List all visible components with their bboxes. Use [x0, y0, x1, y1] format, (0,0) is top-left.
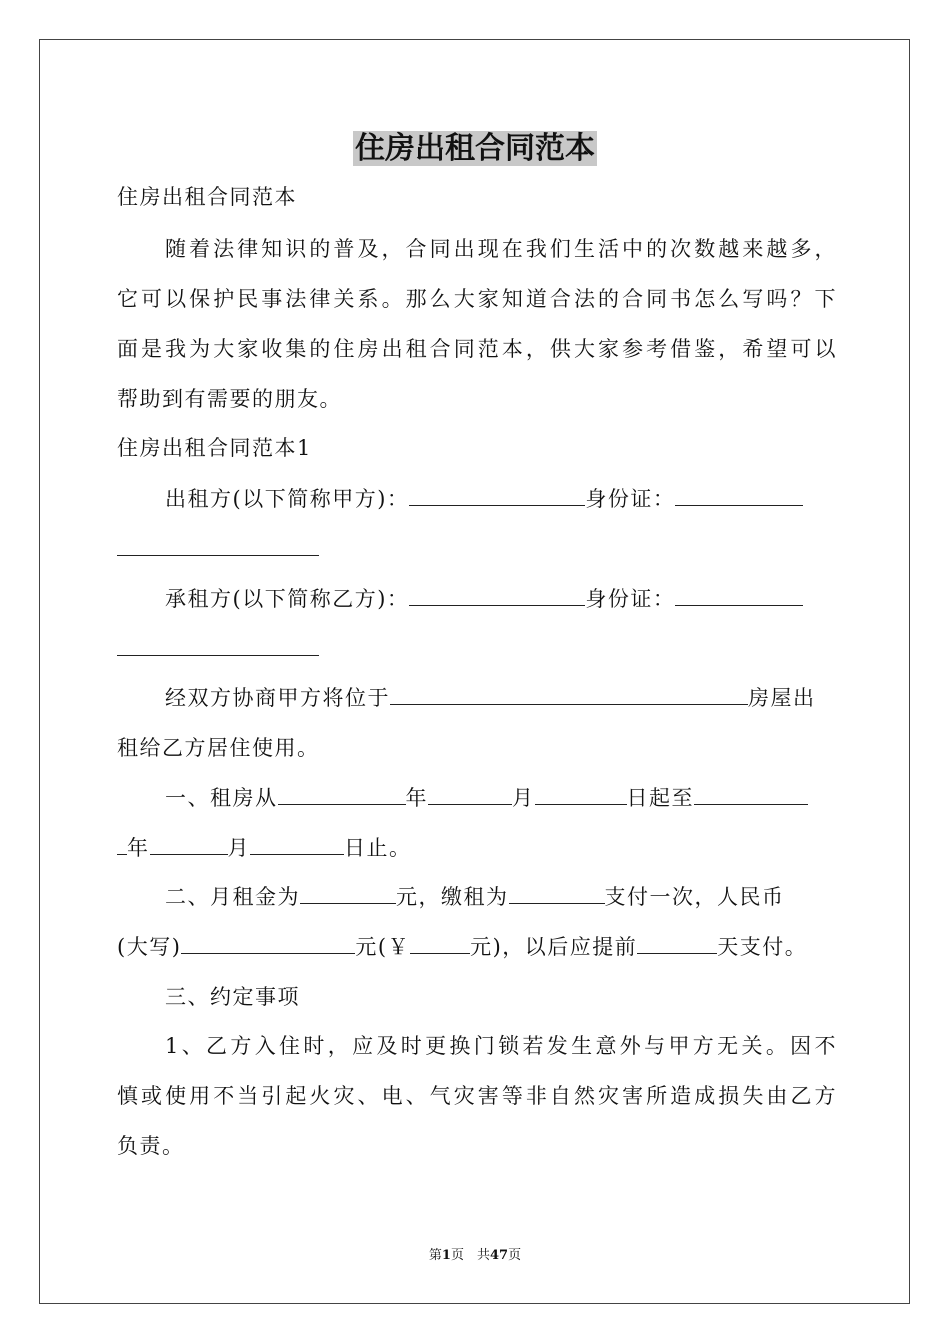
document-title: 住房出租合同范本 — [355, 131, 595, 166]
lessee-id-label: 身份证： — [585, 587, 676, 611]
intro-line-1: 随着法律知识的普及，合同出现在我们生活中的次数越来越多， — [165, 237, 837, 261]
daxie-label: (大写) — [117, 935, 182, 959]
house-location-blank[interactable] — [390, 684, 748, 705]
clause-1-line-3: 负责。 — [117, 1134, 185, 1158]
end-month-blank[interactable] — [150, 834, 228, 855]
clause-1-line-1: 1、乙方入住时，应及时更换门锁若发生意外与甲方无关。因不 — [165, 1034, 837, 1058]
advance-days-blank[interactable] — [637, 933, 717, 954]
lessee-line — [165, 584, 837, 614]
page-footer — [0, 1247, 950, 1265]
day-until-label: 日止。 — [344, 836, 412, 860]
day-from-label: 日起至 — [626, 786, 694, 810]
footer-suffix: 页 — [508, 1248, 522, 1263]
year-label-2: 年 — [127, 836, 150, 860]
pay-cycle-label: 支付一次，人民币 — [604, 885, 785, 909]
footer-page-total: 47 — [489, 1248, 509, 1263]
page-border — [39, 39, 910, 1304]
days-pay-label: 天支付。 — [717, 935, 808, 959]
end-day-blank[interactable] — [250, 834, 344, 855]
agreement-text: 经双方协商甲方将位于 — [165, 686, 390, 710]
intro-line-4: 帮助到有需要的朋友。 — [117, 387, 342, 411]
rent-amount-line-2 — [117, 932, 837, 962]
end-year-blank-2[interactable] — [117, 834, 127, 855]
lessee-name-blank[interactable] — [409, 585, 585, 606]
agreement-text-2: 房屋出 — [748, 686, 816, 710]
footer-prefix: 第 — [428, 1248, 442, 1263]
rent-amount-blank[interactable] — [300, 883, 396, 904]
start-month-blank[interactable] — [428, 784, 512, 805]
yuan-rmb-label: 元(￥ — [355, 935, 411, 959]
lessor-id-label: 身份证： — [585, 487, 676, 511]
section-3-heading: 三、约定事项 — [165, 985, 300, 1009]
advance-label: 元)，以后应提前 — [470, 935, 638, 959]
intro-line-3: 面是我为大家收集的住房出租合同范本，供大家参考借鉴，希望可以 — [117, 337, 837, 361]
document-subtitle: 住房出租合同范本 — [117, 185, 297, 209]
footer-page-number: 1 — [441, 1248, 451, 1263]
lessor-line — [165, 484, 837, 514]
intro-line-2: 它可以保护民事法律关系。那么大家知道合法的合同书怎么写吗？下 — [117, 287, 837, 311]
year-label: 年 — [405, 786, 428, 810]
lessee-id-continued — [117, 634, 837, 664]
month-label: 月 — [512, 786, 535, 810]
yuan-label: 元，缴租为 — [396, 885, 509, 909]
lessor-label: 出租方(以下简称甲方)： — [165, 487, 410, 511]
month-label-2: 月 — [227, 836, 250, 860]
rent-amount-line — [165, 882, 837, 912]
lessor-id-blank-2[interactable] — [117, 535, 319, 556]
lessor-name-blank[interactable] — [409, 485, 585, 506]
pay-cycle-blank[interactable] — [509, 883, 605, 904]
lessee-id-blank-2[interactable] — [117, 635, 319, 656]
agreement-line-2: 租给乙方居住使用。 — [117, 736, 320, 760]
rent-term-label: 一、租房从 — [165, 786, 278, 810]
lessee-label: 承租方(以下简称乙方)： — [165, 587, 410, 611]
lessee-id-blank[interactable] — [675, 585, 803, 606]
start-day-blank[interactable] — [535, 784, 627, 805]
start-year-blank[interactable] — [278, 784, 406, 805]
clause-1-line-2: 慎或使用不当引起火灾、电、气灾害等非自然灾害所造成损失由乙方 — [117, 1084, 837, 1108]
lessor-id-continued — [117, 534, 837, 564]
end-year-blank[interactable] — [694, 784, 808, 805]
agreement-line-1 — [165, 683, 837, 713]
amount-numeric-blank[interactable] — [410, 933, 470, 954]
rent-term-line — [165, 783, 837, 813]
rent-term-line-2 — [117, 833, 837, 863]
amount-words-blank[interactable] — [181, 933, 355, 954]
section-heading: 住房出租合同范本1 — [117, 436, 312, 460]
rent-amount-label: 二、月租金为 — [165, 885, 300, 909]
lessor-id-blank[interactable] — [675, 485, 803, 506]
footer-mid: 页 共 — [450, 1248, 490, 1263]
